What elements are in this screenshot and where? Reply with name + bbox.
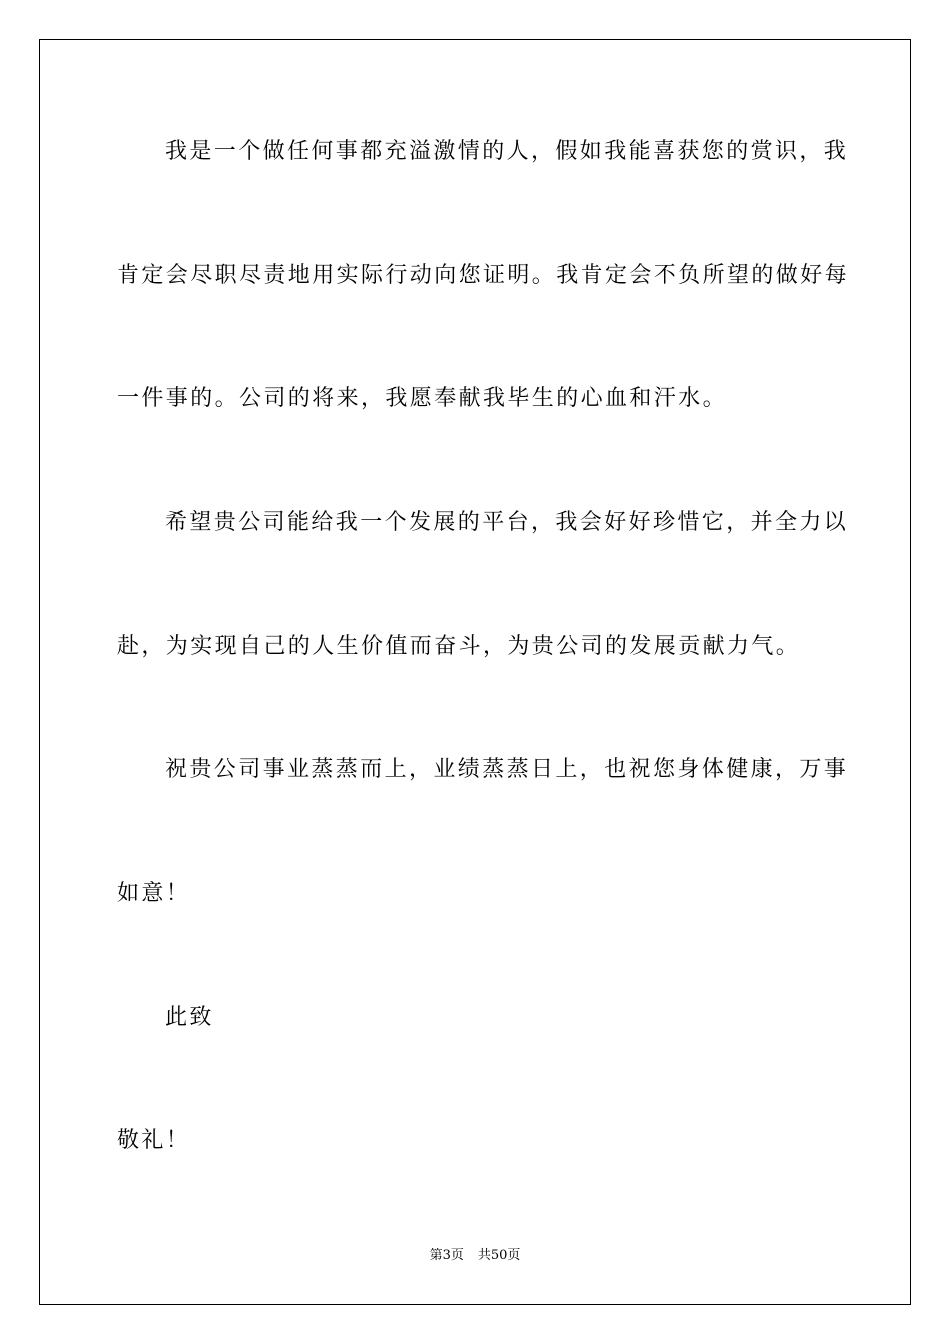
current-page-number: 第3页	[429, 1248, 464, 1263]
paragraph-line: 希望贵公司能给我一个发展的平台，我会好好珍惜它，并全力以	[165, 510, 849, 535]
page-footer	[0, 1247, 950, 1265]
closing-salutation: 此致	[165, 1005, 214, 1030]
closing-regards: 敬礼！	[117, 1128, 191, 1153]
paragraph-line: 一件事的。公司的将来，我愿奉献我毕生的心血和汗水。	[117, 386, 728, 411]
paragraph-line: 我是一个做任何事都充溢激情的人，假如我能喜获您的赏识，我	[165, 139, 849, 164]
page-border	[39, 39, 911, 1305]
paragraph-line: 肯定会尽职尽责地用实际行动向您证明。我肯定会不负所望的做好每	[117, 263, 850, 288]
total-page-count: 共50页	[477, 1248, 521, 1263]
paragraph-line: 赴，为实现自己的人生价值而奋斗，为贵公司的发展贡献力气。	[117, 634, 801, 659]
paragraph-line: 如意！	[117, 881, 191, 906]
paragraph-line: 祝贵公司事业蒸蒸而上，业绩蒸蒸日上，也祝您身体健康，万事	[165, 757, 849, 782]
